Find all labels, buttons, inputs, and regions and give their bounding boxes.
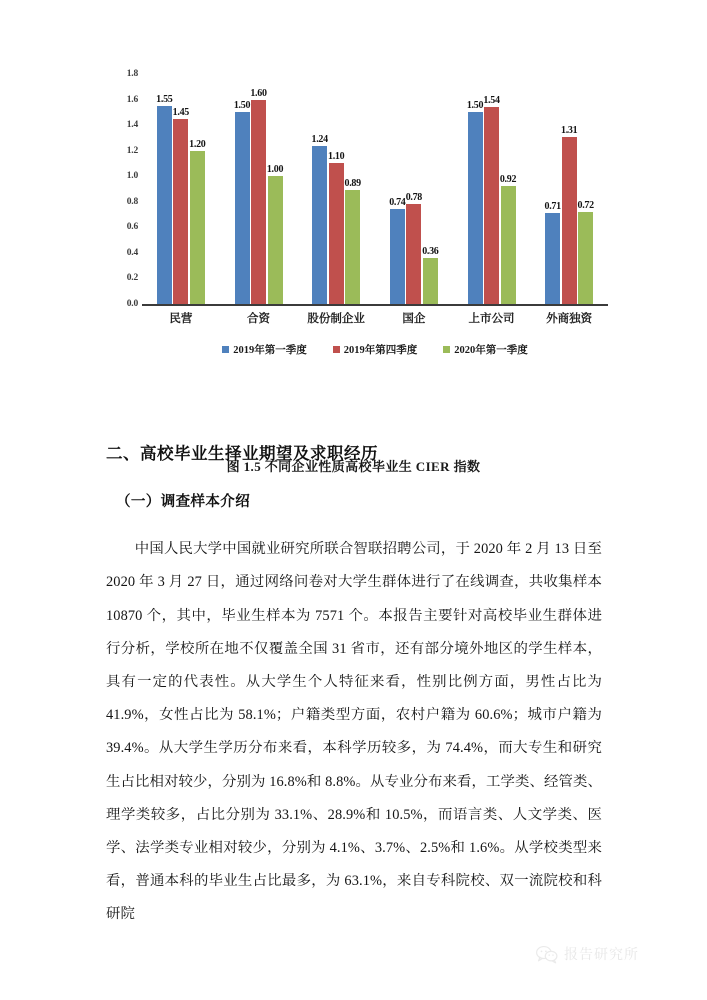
y-axis-tick: 1.6 [126, 94, 138, 105]
watermark-label: 报告研究所 [564, 946, 639, 962]
bar-value-label: 0.92 [499, 174, 517, 186]
bar [578, 212, 593, 304]
bar-container [501, 74, 516, 304]
bar-group [142, 74, 220, 304]
watermark [536, 944, 639, 964]
bar [345, 190, 360, 304]
wechat-icon [536, 945, 558, 964]
y-axis-tick: 0.0 [126, 298, 138, 309]
y-axis-tick: 0.2 [126, 273, 138, 284]
x-axis-label: 上市公司 [468, 313, 515, 325]
y-axis-tick: 0.8 [126, 196, 138, 207]
x-axis-label: 国企 [402, 313, 426, 325]
bar-container [578, 74, 593, 304]
bar-group [220, 74, 298, 304]
chart-legend [142, 342, 608, 357]
y-axis-tick: 0.4 [126, 247, 138, 258]
bar-value-label: 1.60 [250, 87, 267, 99]
subsection-heading: （一）调查样本介绍 [116, 494, 251, 511]
bar [190, 151, 205, 304]
bar-container [157, 74, 172, 304]
body-paragraph: 中国人民大学中国就业研究所联合智联招聘公司，于 2020 年 2 月 13 日至 2020 年 3 月 27 日，通过网络问卷对大学生群体进行了在线调查，共收集样本 10870 个，其中，毕业生样本为 7571 个。本报告主要针对高校毕业生群体进行分析，学校所在地不仅覆盖全国 31 省市，还有部分境外地区的学生样本，具有一定的代表性。从大学生个人特征来看，性别比例方面，男性占比为 41.9%，女性占比为 58.1%；户籍类型方面，农村户籍为 60.6%；城市户籍为 39.4%。从大学生学历分布来看，本科学历较多，为 74.4%，而大专生和研究生占比相对较少，分别为 16.8%和 8.8%。从专业分布来看，工学类、经管类、理学类较多，占比分别为 33.1%、28.9%和 10.5%，而语言类、人文学类、医学、法学类专业相对较少，分别为 4.1%、3.7%、2.5%和 1.6%。从学校类型来看，普通本科的毕业生占比最多，为 63.1%，来自专科院校、双一流院校和科研院 [106, 541, 602, 923]
bar [423, 258, 438, 304]
bar [157, 106, 172, 304]
bar-value-label: 0.74 [389, 197, 406, 209]
legend-item [443, 342, 528, 357]
bar [268, 176, 283, 304]
figure-caption: 图 1.5 不同企业性质高校毕业生 CIER 指数 [226, 459, 481, 474]
bar-value-label: 1.31 [561, 124, 578, 136]
bar-value-label: 1.24 [311, 133, 328, 145]
bar-container [545, 74, 560, 304]
bar-container [312, 74, 327, 304]
bar-container [345, 74, 360, 304]
bar-value-label: 0.72 [577, 199, 594, 211]
bar-value-label: 0.78 [405, 192, 422, 204]
x-axis-labels [142, 310, 608, 326]
bar-container [190, 74, 205, 304]
bar-group [297, 74, 375, 304]
y-axis-tick: 1.2 [126, 145, 138, 156]
bar-container [484, 74, 499, 304]
bar-value-label: 1.50 [466, 100, 484, 112]
bar-container [468, 74, 483, 304]
x-axis-line [142, 304, 608, 306]
bar [545, 213, 560, 304]
y-axis-tick: 1.0 [126, 171, 138, 182]
bar-value-label: 0.89 [344, 178, 361, 190]
bar-chart [108, 69, 608, 356]
bar-value-label: 1.00 [266, 164, 284, 176]
x-axis-label: 合资 [247, 313, 270, 325]
bar [251, 100, 266, 304]
bar-container [329, 74, 344, 304]
bar-container [173, 74, 188, 304]
legend-item [222, 342, 307, 357]
bar-container [268, 74, 283, 304]
x-axis-label: 民营 [169, 313, 193, 325]
bar [312, 146, 327, 304]
legend-swatch [222, 346, 229, 353]
legend-item [333, 342, 418, 357]
bar [406, 204, 421, 304]
bar [468, 112, 483, 304]
bar-groups [142, 74, 608, 304]
x-axis-label: 股份制企业 [307, 313, 365, 325]
y-axis [108, 69, 142, 309]
legend-label: 2019年第四季度 [343, 345, 418, 356]
x-axis-label: 外商独资 [546, 313, 593, 325]
bar-container [423, 74, 438, 304]
bar-group [453, 74, 531, 304]
bar-container [406, 74, 421, 304]
bar-group [375, 74, 453, 304]
bar-container [390, 74, 405, 304]
legend-label: 2020年第一季度 [454, 345, 528, 356]
bar [562, 137, 577, 304]
bar-value-label: 1.45 [172, 106, 189, 118]
document-content [106, 443, 602, 932]
y-axis-tick: 1.4 [126, 120, 138, 131]
bar-value-label: 1.50 [233, 100, 251, 112]
bar [235, 112, 250, 304]
y-axis-tick: 1.8 [126, 69, 138, 79]
legend-swatch [333, 346, 340, 353]
bar-value-label: 0.36 [422, 245, 439, 257]
bar-container [562, 74, 577, 304]
bar-value-label: 1.10 [328, 151, 345, 163]
bar-container [251, 74, 266, 304]
bar-value-label: 0.71 [544, 201, 561, 213]
bar [173, 119, 188, 304]
bar-value-label: 1.55 [156, 93, 173, 105]
y-axis-tick: 0.6 [126, 222, 138, 233]
bar-container [235, 74, 250, 304]
bar-group [530, 74, 608, 304]
bar-value-label: 1.54 [483, 95, 500, 107]
plot-area [142, 74, 608, 306]
bar [484, 107, 499, 304]
bar-value-label: 1.20 [189, 138, 206, 150]
section-heading: 二、高校毕业生择业期望及求职经历 [106, 445, 378, 463]
bar [390, 209, 405, 303]
legend-label: 2019年第一季度 [233, 345, 307, 356]
legend-swatch [443, 346, 450, 353]
bar [501, 186, 516, 303]
bar [329, 163, 344, 303]
